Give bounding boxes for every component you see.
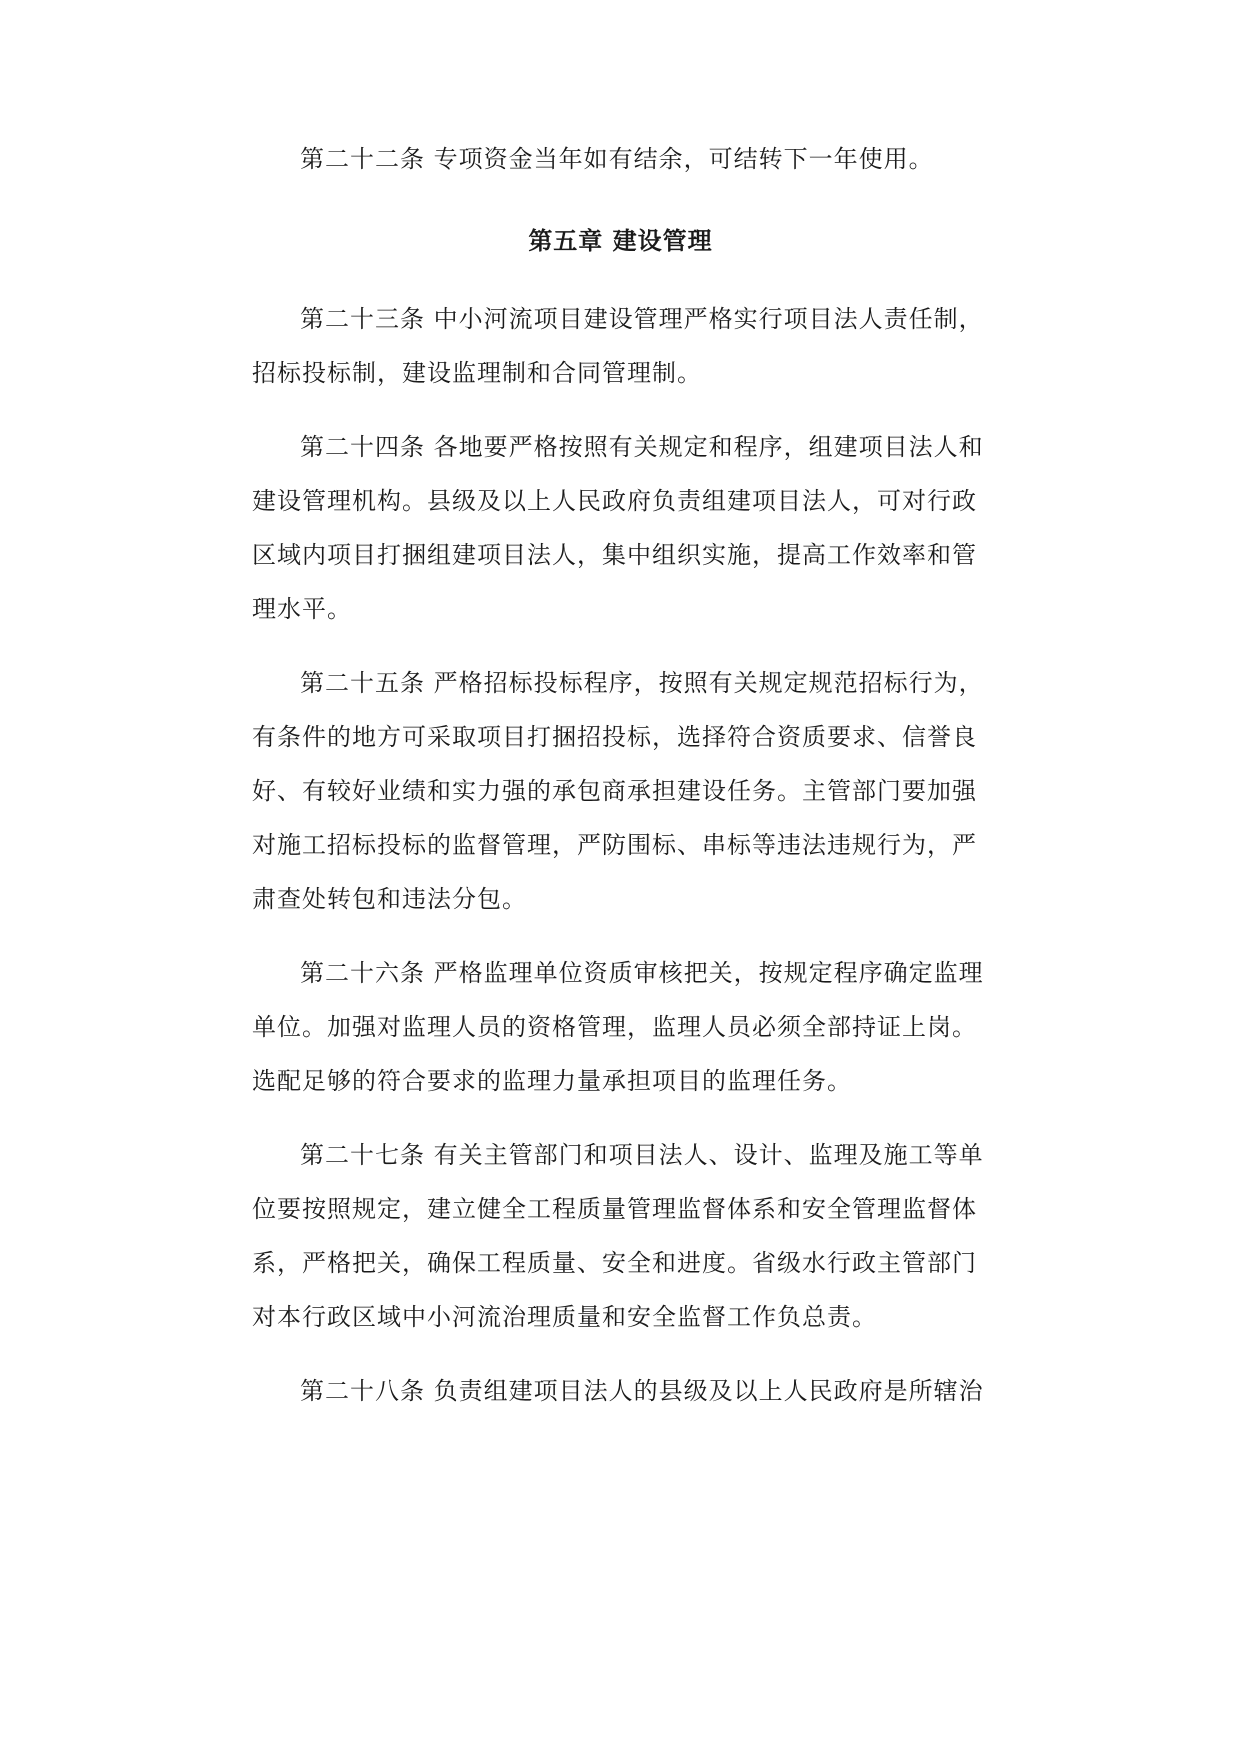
article-26-line-3: 选配足够的符合要求的监理力量承担项目的监理任务。 (252, 1067, 852, 1095)
article-25 (252, 656, 992, 926)
article-27-line-3: 系，严格把关，确保工程质量、安全和进度。省级水行政主管部门 (252, 1249, 977, 1277)
article-27-line-2: 位要按照规定，建立健全工程质量管理监督体系和安全管理监督体 (252, 1195, 977, 1223)
article-26-line-2: 单位。加强对监理人员的资格管理，监理人员必须全部持证上岗。 (252, 1013, 977, 1041)
article-27-line-4: 对本行政区域中小河流治理质量和安全监督工作负总责。 (252, 1303, 877, 1331)
article-22 (252, 132, 992, 186)
article-24-line-3: 区域内项目打捆组建项目法人，集中组织实施，提高工作效率和管 (252, 541, 977, 569)
article-23-line-2: 招标投标制，建设监理制和合同管理制。 (252, 359, 702, 387)
article-28-line-1: 第二十八条 负责组建项目法人的县级及以上人民政府是所辖治 (300, 1377, 984, 1405)
article-25-line-3: 好、有较好业绩和实力强的承包商承担建设任务。主管部门要加强 (252, 777, 977, 805)
article-28 (252, 1364, 992, 1418)
article-23-line-1: 第二十三条 中小河流项目建设管理严格实行项目法人责任制， (300, 305, 984, 333)
chapter-heading: 第五章 建设管理 (528, 226, 713, 255)
article-25-line-2: 有条件的地方可采取项目打捆招投标，选择符合资质要求、信誉良 (252, 723, 977, 751)
article-24-line-2: 建设管理机构。县级及以上人民政府负责组建项目法人，可对行政 (252, 487, 977, 515)
article-25-line-4: 对施工招标投标的监督管理，严防围标、串标等违法违规行为，严 (252, 831, 977, 859)
article-24-line-4: 理水平。 (252, 595, 352, 623)
article-27 (252, 1128, 992, 1344)
article-27-line-1: 第二十七条 有关主管部门和项目法人、设计、监理及施工等单 (300, 1141, 984, 1169)
article-26 (252, 946, 992, 1108)
article-23 (252, 292, 992, 400)
article-26-line-1: 第二十六条 严格监理单位资质审核把关，按规定程序确定监理 (300, 959, 984, 987)
article-25-line-1: 第二十五条 严格招标投标程序，按照有关规定规范招标行为， (300, 669, 984, 697)
article-24 (252, 420, 992, 636)
article-24-line-1: 第二十四条 各地要严格按照有关规定和程序，组建项目法人和 (300, 433, 984, 461)
article-22-line-1: 第二十二条 专项资金当年如有结余，可结转下一年使用。 (300, 145, 934, 173)
article-25-line-5: 肃查处转包和违法分包。 (252, 885, 527, 913)
